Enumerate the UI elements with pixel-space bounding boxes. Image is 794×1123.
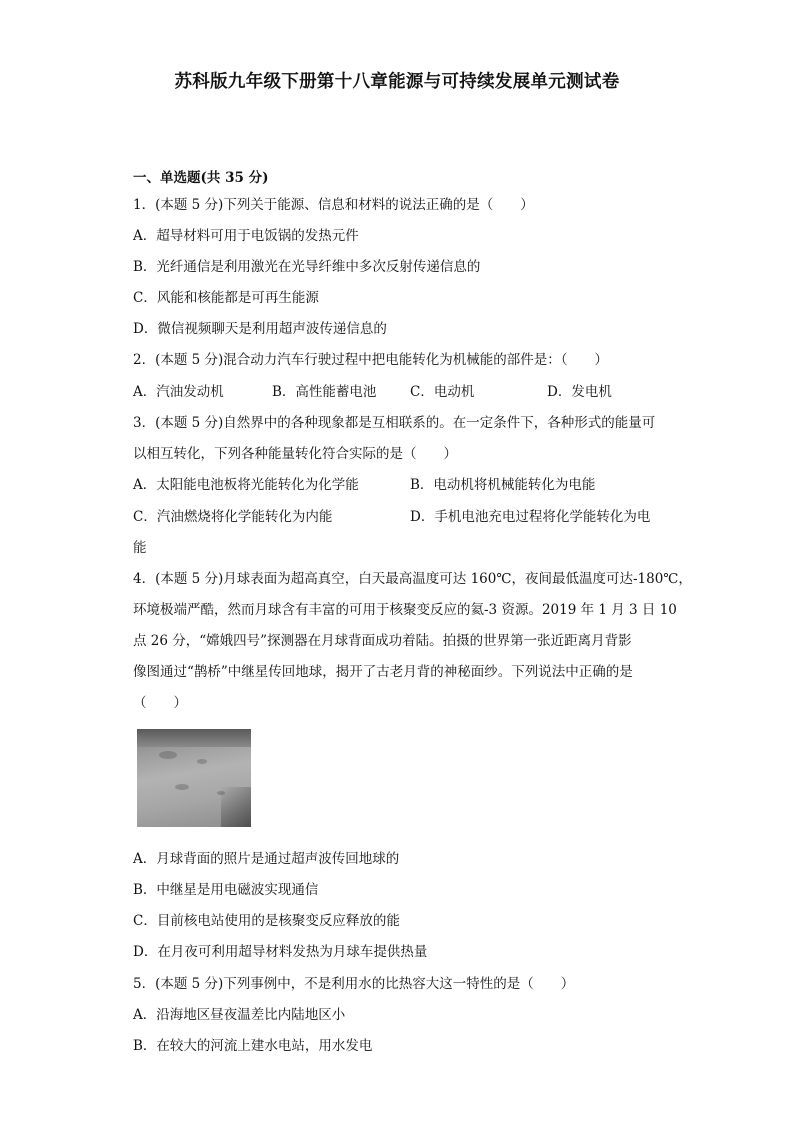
question-3-option-d-continued: 能 (133, 540, 147, 556)
question-4-stem-line-2: 环境极端严酷，然而月球含有丰富的可用于核聚变反应的氦-3 资源。2019 年 1 月 3 日 10 (133, 602, 677, 618)
question-5-stem: 5．(本题 5 分)下列事例中，不是利用水的比热容大这一特性的是（ ） (133, 976, 575, 992)
page-title: 苏科版九年级下册第十八章能源与可持续发展单元测试卷 (174, 72, 620, 92)
question-4-option-c: C．目前核电站使用的是核聚变反应释放的能 (133, 913, 400, 929)
question-3-stem-line-1: 3．(本题 5 分)自然界中的各种现象都是互相联系的。在一定条件下，各种形式的能量可 (133, 415, 656, 431)
question-1-option-d: D．微信视频聊天是利用超声波传递信息的 (133, 321, 387, 337)
section-heading: 一、单选题(共 35 分) (133, 170, 269, 186)
question-1-option-a: A．超导材料可用于电饭锅的发热元件 (133, 228, 359, 244)
question-3-option-a: A．太阳能电池板将光能转化为化学能 (133, 477, 359, 493)
question-4-stem-line-3: 点 26 分，“嫦娥四号”探测器在月球背面成功着陆。拍摄的世界第一张近距离月背影 (133, 633, 632, 649)
question-5-option-a: A．沿海地区昼夜温差比内陆地区小 (133, 1007, 346, 1023)
question-1-option-b: B．光纤通信是利用激光在光导纤维中多次反射传递信息的 (133, 259, 481, 275)
question-3-option-c: C．汽油燃烧将化学能转化为内能 (133, 509, 333, 525)
question-2-option-a: A．汽油发动机 (133, 384, 224, 400)
question-2-option-b: B．高性能蓄电池 (272, 384, 377, 400)
question-2-option-c: C．电动机 (410, 384, 475, 400)
moon-surface-photo (137, 729, 251, 827)
question-4-stem-line-5: （ ） (133, 695, 187, 711)
question-1-option-c: C．风能和核能都是可再生能源 (133, 290, 319, 306)
question-2-stem: 2．(本题 5 分)混合动力汽车行驶过程中把电能转化为机械能的部件是：（ ） (133, 352, 609, 368)
question-4-stem-line-1: 4．(本题 5 分)月球表面为超高真空，白天最高温度可达 160℃，夜间最低温度可达-180℃， (133, 571, 692, 587)
question-3-stem-line-2: 以相互转化，下列各种能量转化符合实际的是（ ） (133, 446, 457, 462)
question-4-stem-line-4: 像图通过“鹊桥”中继星传回地球，揭开了古老月背的神秘面纱。下列说法中正确的是 (133, 664, 633, 680)
question-4-option-d: D．在月夜可利用超导材料发热为月球车提供热量 (133, 944, 428, 960)
question-5-option-b: B．在较大的河流上建水电站，用水发电 (133, 1038, 373, 1054)
question-3-option-d: D．手机电池充电过程将化学能转化为电 (410, 509, 651, 525)
question-3-option-b: B．电动机将机械能转化为电能 (410, 477, 596, 493)
question-4-option-a: A．月球背面的照片是通过超声波传回地球的 (133, 851, 400, 867)
question-2-option-d: D．发电机 (547, 384, 612, 400)
question-4-option-b: B．中继星是用电磁波实现通信 (133, 882, 319, 898)
question-1-stem: 1．(本题 5 分)下列关于能源、信息和材料的说法正确的是（ ） (133, 197, 534, 213)
